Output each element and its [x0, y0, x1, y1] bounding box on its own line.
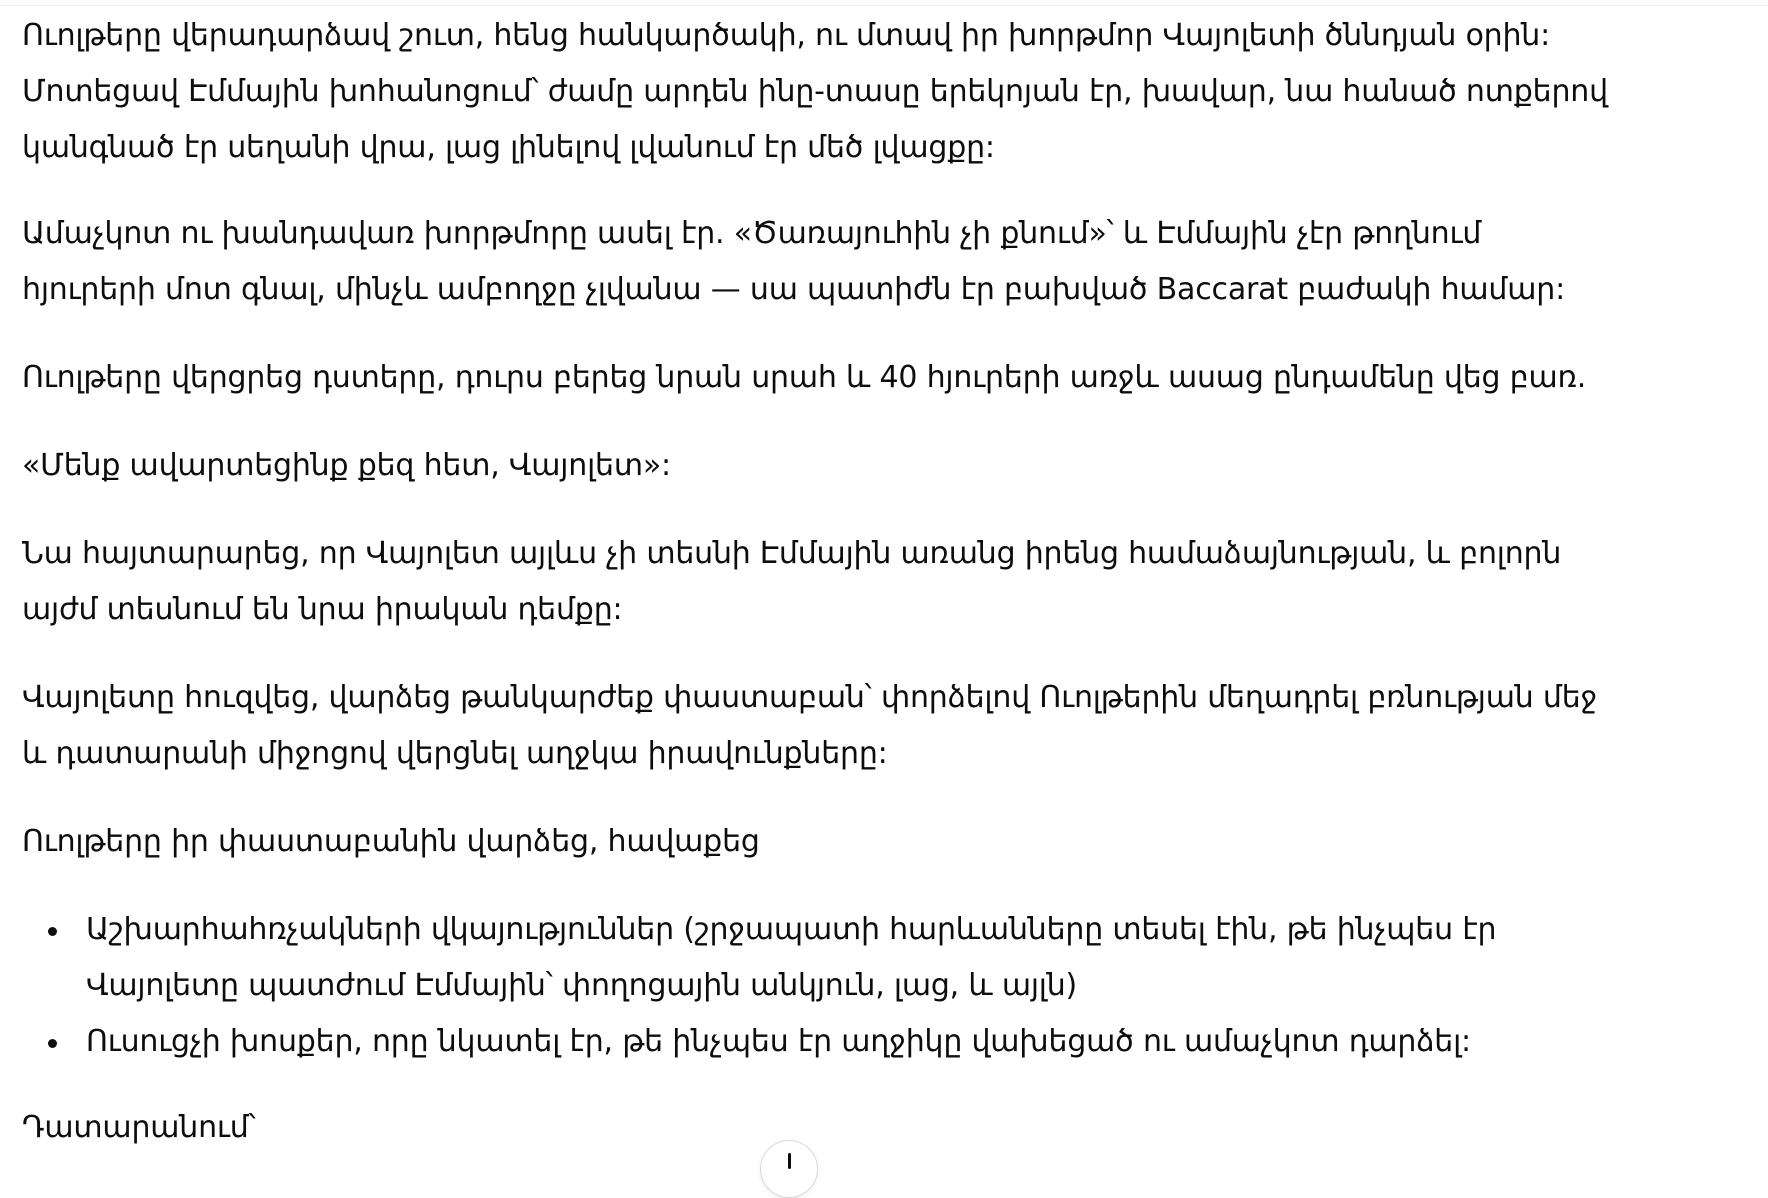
top-divider — [0, 0, 1768, 6]
arrow-down-icon — [788, 1153, 791, 1169]
paragraph-6-line-1: Վայոլետը հուզվեց, վարձեց թանկարժեք փաստաբան՝ փորձելով Ուոլթերին մեղադրել բռնության մեջ — [22, 680, 1598, 715]
paragraph-3: Ուոլթերը վերցրեց դստերը, դուրս բերեց նրան սրահ և 40 հյուրերի առջև ասաց ընդամենը վեց բառ. — [22, 360, 1587, 395]
paragraph-1 — [22, 8, 1608, 176]
paragraph-1-line-1: Ուոլթերը վերադարձավ շուտ, հենց հանկարծակի, ու մտավ իր խորթմոր Վայոլետի ծննդյան օրին: — [22, 18, 1550, 53]
paragraph-4-quote: «Մենք ավարտեցինք քեզ հետ, Վայոլետ»: — [22, 448, 671, 483]
paragraph-6-line-2: և դատարանի միջոցով վերցնել աղջկա իրավունքները: — [22, 736, 888, 771]
list-item — [86, 902, 1562, 1014]
paragraph-5 — [22, 526, 1562, 638]
scroll-to-bottom-button[interactable] — [760, 1140, 818, 1198]
paragraph-2 — [22, 206, 1565, 318]
paragraph-5-line-2: այժմ տեսնում են նրա իրական դեմքը: — [22, 592, 623, 627]
list-item-1-line-1: Աշխարհահռչակների վկայություններ (շրջապատի հարևանները տեսել էին, թե ինչպես էր — [86, 912, 1497, 947]
paragraph-6 — [22, 670, 1598, 782]
list-item-1-line-2: Վայոլետը պատժում Էմմային՝ փողոցային անկյուն, լաց, և այլն) — [86, 968, 1078, 1003]
paragraph-5-line-1: Նա հայտարարեց, որ Վայոլետ այլևս չի տեսնի Էմմային առանց իրենց համաձայնության, և բոլորն — [22, 536, 1562, 571]
paragraph-1-line-2: Մոտեցավ Էմմային խոհանոցում՝ ժամը արդեն ինը-տասը երեկոյան էր, խավար, նա հանած ոտքերով — [22, 74, 1608, 109]
paragraph-8: Դատարանում՝ — [22, 1110, 256, 1145]
list-item: Ուսուցչի խոսքեր, որը նկատել էր, թե ինչպես էր աղջիկը վախեցած ու ամաչկոտ դարձել: — [86, 1014, 1562, 1070]
evidence-list — [22, 902, 1562, 1070]
message-content — [22, 8, 1608, 1188]
paragraph-1-line-3: կանգնած էր սեղանի վրա, լաց լինելով լվանում էր մեծ լվացքը: — [22, 130, 995, 165]
paragraph-2-line-1: Ամաչկոտ ու խանդավառ խորթմորը ասել էր. «Ծառայուհին չի քնում»՝ և Էմմային չէր թողնում — [22, 216, 1482, 251]
paragraph-7: Ուոլթերը իր փաստաբանին վարձեց, հավաքեց — [22, 824, 760, 859]
paragraph-2-line-2: հյուրերի մոտ գնալ, մինչև ամբողջը չլվանա — սա պատիժն էր բախված Baccarat բաժակի համար: — [22, 272, 1565, 307]
